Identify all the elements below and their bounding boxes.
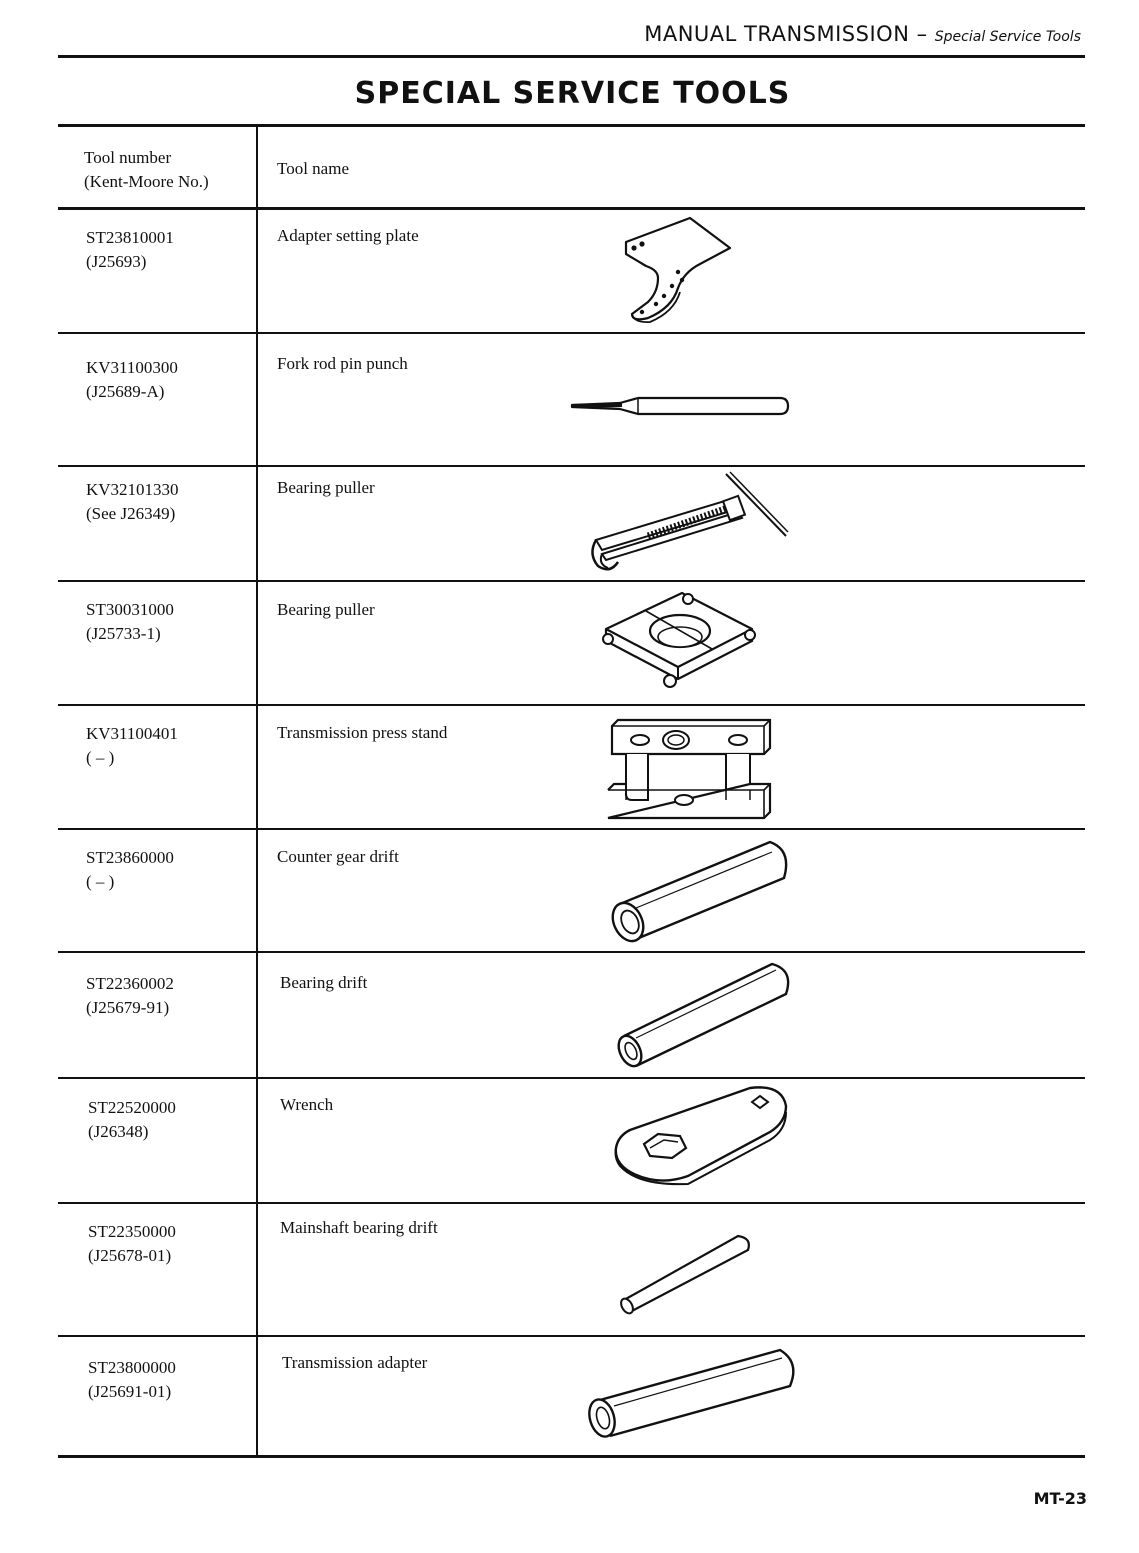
counter-gear-drift-icon [606,836,796,948]
table-row-tool-number [86,226,174,274]
col1-header [84,146,209,194]
subsection-title: Special Service Tools [934,29,1081,45]
screw-bearing-puller-icon [588,468,793,578]
tool-name: Mainshaft bearing drift [280,1218,438,1237]
tool-number: ST22520000 [88,1098,176,1117]
kent-moore-number: (J25733-1) [86,624,161,643]
table-bottom-rule [58,1455,1085,1458]
row-separator [58,1335,1085,1337]
tool-number: KV31100401 [86,724,178,743]
col1-header-line1: Tool number [84,148,172,167]
row-separator [58,1077,1085,1079]
kent-moore-number: ( – ) [86,872,115,891]
col1-header-line2: (Kent-Moore No.) [84,172,209,191]
transmission-adapter-icon [584,1344,806,1444]
tool-name: Bearing puller [277,478,375,497]
tool-name: Transmission press stand [277,723,448,742]
tool-number: KV31100300 [86,358,178,377]
pin-punch-icon [568,392,794,420]
page-title: SPECIAL SERVICE TOOLS [354,76,791,111]
split-bearing-puller-icon [600,585,762,695]
tool-number: ST23860000 [86,848,174,867]
table-row-tool-number [86,356,178,404]
section-title: MANUAL TRANSMISSION [644,22,910,46]
row-separator [58,1202,1085,1204]
tool-number: ST23800000 [88,1358,176,1377]
table-row-tool-number [88,1356,176,1404]
header-rule [58,55,1085,58]
kent-moore-number: (J25678-01) [88,1246,172,1265]
header-separator: – [909,22,935,46]
kent-moore-number: (J25691-01) [88,1382,172,1401]
kent-moore-number: (See J26349) [86,504,176,523]
column-divider [256,127,258,1458]
row-separator [58,465,1085,467]
tool-number: ST22350000 [88,1222,176,1241]
col2-header: Tool name [277,159,349,178]
page-number: MT-23 [1033,1489,1087,1508]
tool-name: Bearing drift [280,973,368,992]
tool-name: Transmission adapter [282,1353,428,1372]
table-row-tool-number [88,1220,176,1268]
row-separator [58,828,1085,830]
tool-name: Bearing puller [277,600,375,619]
tool-number: KV32101330 [86,480,179,499]
press-stand-icon [604,716,776,824]
table-row-tool-number [86,722,178,770]
table-row-tool-number [86,478,179,526]
tool-number: ST30031000 [86,600,174,619]
tool-name: Adapter setting plate [277,226,419,245]
table-row-tool-number [86,846,174,894]
row-separator [58,704,1085,706]
kent-moore-number: (J25679-91) [86,998,170,1017]
page-header [644,22,1081,46]
table-row-tool-number [86,972,174,1020]
wrench-icon [610,1082,792,1192]
tool-name: Fork rod pin punch [277,354,408,373]
mainshaft-drift-icon [618,1230,758,1320]
table-row-tool-number [88,1096,176,1144]
kent-moore-number: (J25689-A) [86,382,165,401]
row-separator [58,580,1085,582]
row-separator [58,951,1085,953]
bearing-drift-icon [614,958,796,1072]
header-row-rule [58,207,1085,210]
kent-moore-number: (J26348) [88,1122,149,1141]
kent-moore-number: (J25693) [86,252,147,271]
tool-name: Counter gear drift [277,847,399,866]
tool-name: Wrench [280,1095,334,1114]
tool-number: ST23810001 [86,228,174,247]
table-row-tool-number [86,598,174,646]
kent-moore-number: ( – ) [86,748,115,767]
tool-number: ST22360002 [86,974,174,993]
row-separator [58,332,1085,334]
adapter-setting-plate-icon [612,212,742,327]
table-top-rule [58,124,1085,127]
